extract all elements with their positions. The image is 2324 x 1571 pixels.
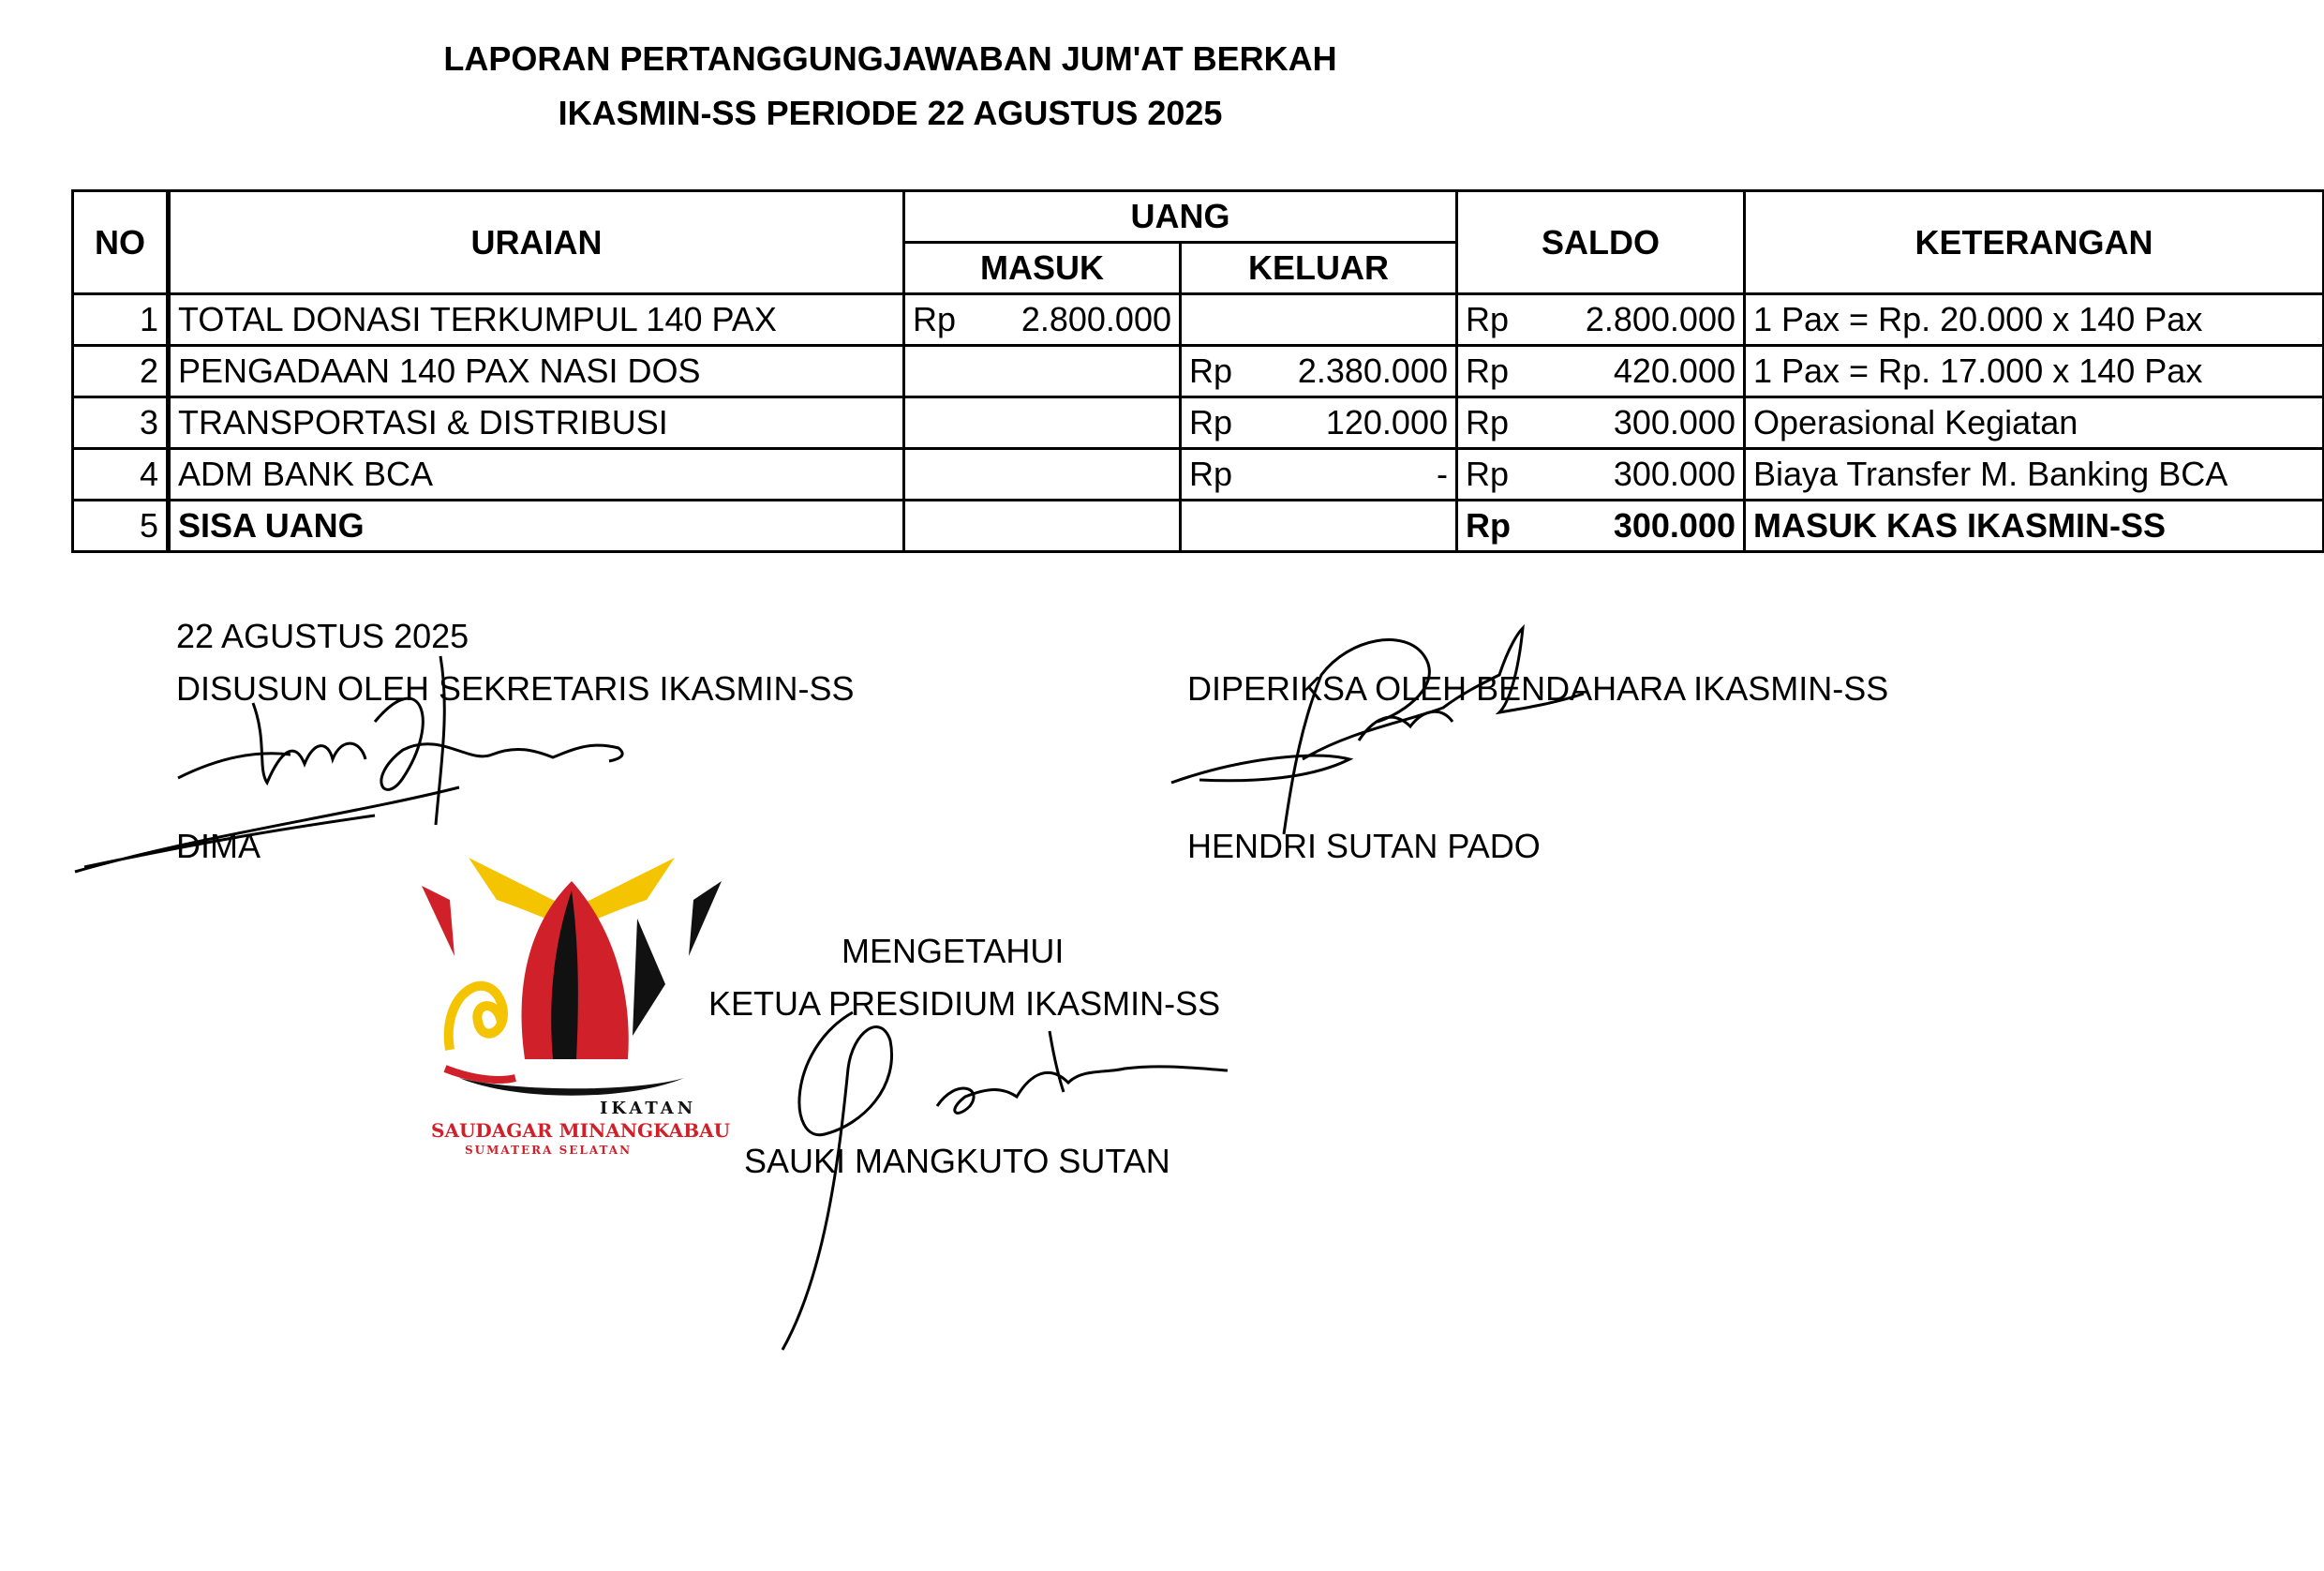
col-keluar: KELUAR (1181, 243, 1457, 294)
report-date: 22 AGUSTUS 2025 (176, 617, 469, 655)
checked-by-name: HENDRI SUTAN PADO (1187, 827, 1541, 865)
cell-keluar (1181, 346, 1457, 397)
currency-label: Rp (913, 300, 957, 338)
cell-masuk (904, 397, 1181, 449)
row-number: 4 (73, 449, 169, 501)
amount-value: - (1437, 455, 1448, 493)
cell-keluar (1181, 397, 1457, 449)
cell-keluar (1181, 449, 1457, 501)
row-description: PENGADAAN 140 PAX NASI DOS (169, 346, 904, 397)
cell-masuk (904, 346, 1181, 397)
logo-text-line2: SAUDAGAR MINANGKABAU (431, 1119, 731, 1142)
cell-saldo (1457, 397, 1745, 449)
row-number: 5 (73, 501, 169, 552)
acknowledged-label: MENGETAHUI (842, 932, 1065, 970)
amount-value: 300.000 (1613, 455, 1736, 493)
table-row (73, 397, 2324, 449)
table-row (73, 346, 2324, 397)
currency-label: Rp (1466, 352, 1510, 390)
row-remarks: 1 Pax = Rp. 20.000 x 140 Pax (1745, 294, 2324, 346)
row-remarks: MASUK KAS IKASMIN-SS (1745, 501, 2324, 552)
logo-emblem-icon (412, 844, 731, 1106)
currency-label: Rp (1189, 352, 1233, 390)
amount-value: 120.000 (1325, 403, 1448, 441)
currency-label: Rp (1466, 300, 1510, 338)
cell-saldo (1457, 449, 1745, 501)
row-number: 1 (73, 294, 169, 346)
row-description: SISA UANG (169, 501, 904, 552)
currency-label: Rp (1466, 403, 1510, 441)
prepared-by-name: DIMA (176, 827, 261, 865)
organization-logo (412, 844, 731, 1162)
table-header-row (73, 191, 2324, 243)
chairman-name: SAUKI MANGKUTO SUTAN (744, 1142, 1170, 1180)
cell-masuk (904, 294, 1181, 346)
currency-label: Rp (1189, 403, 1233, 441)
row-description: TOTAL DONASI TERKUMPUL 140 PAX (169, 294, 904, 346)
report-subtitle: IKASMIN-SS PERIODE 22 AGUSTUS 2025 (558, 94, 1223, 132)
report-table (71, 189, 2324, 553)
row-description: ADM BANK BCA (169, 449, 904, 501)
amount-value: 420.000 (1613, 352, 1736, 390)
col-masuk: MASUK (904, 243, 1181, 294)
table-row (73, 294, 2324, 346)
row-remarks: Biaya Transfer M. Banking BCA (1745, 449, 2324, 501)
checked-by-label: DIPERIKSA OLEH BENDAHARA IKASMIN-SS (1187, 669, 1889, 708)
currency-label: Rp (1466, 506, 1511, 545)
col-uraian: URAIAN (169, 191, 904, 294)
row-number: 3 (73, 397, 169, 449)
col-uang: UANG (904, 191, 1457, 243)
amount-value: 300.000 (1613, 506, 1736, 545)
currency-label: Rp (1189, 455, 1233, 493)
amount-value: 2.800.000 (1020, 300, 1171, 338)
cell-keluar (1181, 501, 1457, 552)
signature-chairman (768, 975, 1237, 1369)
amount-value: 2.800.000 (1585, 300, 1736, 338)
report-title: LAPORAN PERTANGGUNGJAWABAN JUM'AT BERKAH (443, 39, 1337, 78)
table-row (73, 449, 2324, 501)
chairman-label: KETUA PRESIDIUM IKASMIN-SS (708, 984, 1221, 1023)
signature-treasurer (1162, 619, 1593, 844)
cell-saldo (1457, 346, 1745, 397)
col-saldo: SALDO (1457, 191, 1745, 294)
row-remarks: 1 Pax = Rp. 17.000 x 140 Pax (1745, 346, 2324, 397)
table-row (73, 501, 2324, 552)
cell-keluar (1181, 294, 1457, 346)
prepared-by-label: DISUSUN OLEH SEKRETARIS IKASMIN-SS (176, 669, 855, 708)
cell-saldo (1457, 501, 1745, 552)
col-keterangan: KETERANGAN (1745, 191, 2324, 294)
cell-masuk (904, 501, 1181, 552)
row-number: 2 (73, 346, 169, 397)
row-description: TRANSPORTASI & DISTRIBUSI (169, 397, 904, 449)
currency-label: Rp (1466, 455, 1510, 493)
col-no: NO (73, 191, 169, 294)
cell-saldo (1457, 294, 1745, 346)
logo-text-line3: SUMATERA SELATAN (465, 1144, 633, 1157)
amount-value: 2.380.000 (1297, 352, 1448, 390)
amount-value: 300.000 (1613, 403, 1736, 441)
cell-masuk (904, 449, 1181, 501)
row-remarks: Operasional Kegiatan (1745, 397, 2324, 449)
logo-text-line1: IKATAN (600, 1099, 697, 1118)
